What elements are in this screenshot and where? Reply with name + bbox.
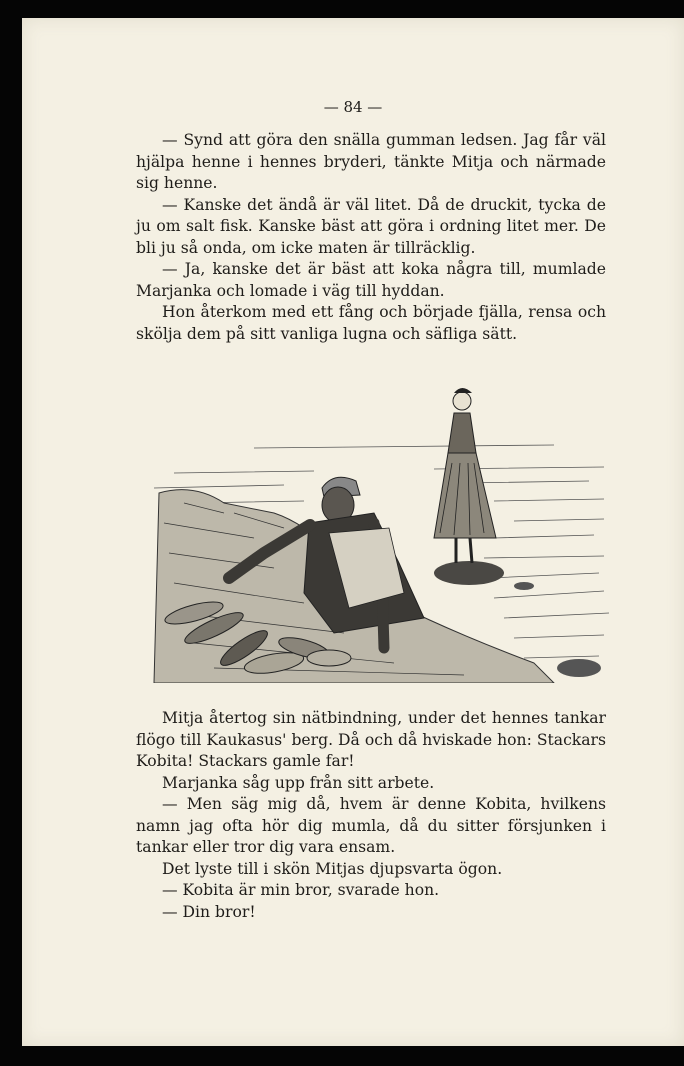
illustration-fish-cleaning xyxy=(134,363,614,683)
paragraph: — Ja, kanske det är bäst att koka några till, mumlade Marjanka och lomade i väg till hyddan. xyxy=(136,260,606,300)
stone xyxy=(514,582,534,590)
paragraph: Det lyste till i skön Mitjas djupsvarta ögon. xyxy=(162,859,503,878)
paragraph: — Din bror! xyxy=(162,902,256,921)
stepping-stone xyxy=(434,561,504,585)
paragraph: — Synd att göra den snälla gumman ledsen. Jag får väl hjälpa henne i hennes bryderi, tänkte Mitja och närmade sig henne. xyxy=(136,131,606,192)
text-block-top xyxy=(136,130,606,345)
paragraph: Mitja återtog sin nätbindning, under det hennes tankar flögo till Kaukasus' berg. Då och då hviskade hon: Stackars Kobita! Stackars gamle far! xyxy=(136,709,606,770)
paragraph: Marjanka såg upp från sitt arbete. xyxy=(162,773,435,792)
stone xyxy=(557,659,601,677)
text-block-bottom xyxy=(136,708,606,923)
page-number: — 84 — xyxy=(323,98,383,116)
paragraph: — Kanske det ändå är väl litet. Då de druckit, tycka de ju om salt fisk. Kanske bäst att göra i ordning litet mer. De bli ju så onda, om icke maten är tillräcklig. xyxy=(136,195,606,257)
book-page xyxy=(22,18,684,1046)
standing-girl-figure xyxy=(434,388,496,563)
paragraph: Hon återkom med ett fång och började fjälla, rensa och skölja dem på sitt vanliga lugna och säfliga sätt. xyxy=(136,303,606,343)
paragraph: — Kobita är min bror, svarade hon. xyxy=(162,881,440,899)
paragraph: — Men säg mig då, hvem är denne Kobita, hvilkens namn jag ofta hör dig mumla, då du sitter försjunken i tankar eller tror dig vara ensam. xyxy=(136,795,606,856)
